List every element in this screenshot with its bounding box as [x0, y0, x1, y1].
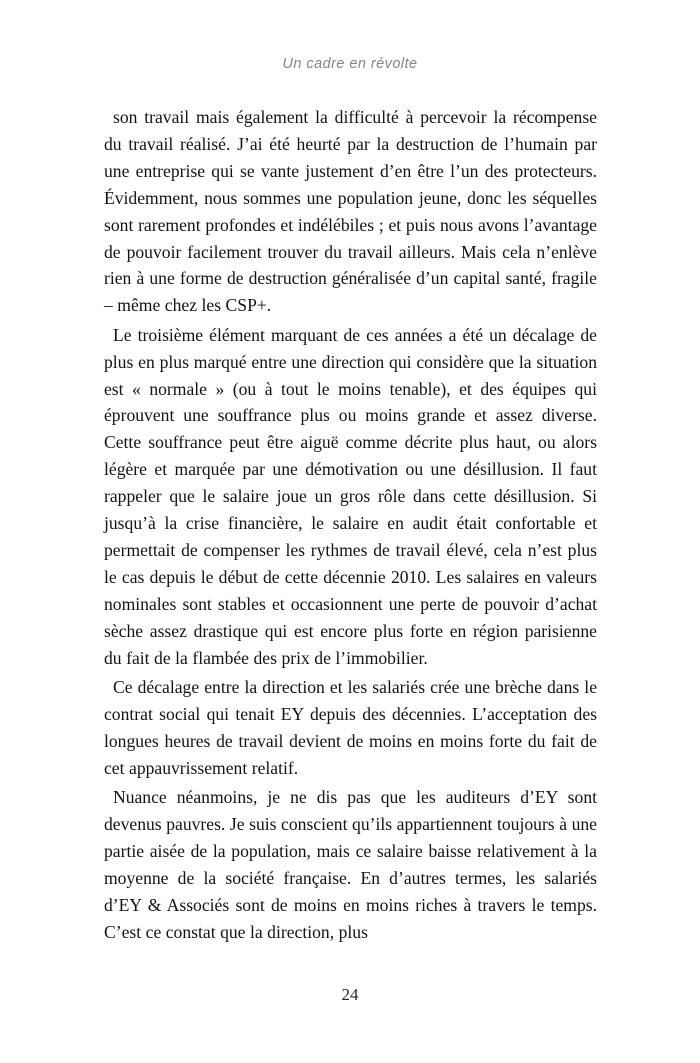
paragraph: Ce décalage entre la direction et les salariés crée une brèche dans le contrat social qui tenait EY depuis des décennies. L’acceptation des longues heures de travail devient de moins en moins forte du fait de cet appauvrissement relatif.: [104, 677, 597, 778]
page-number: 24: [341, 985, 359, 1004]
paragraph: son travail mais également la difficulté à percevoir la récompense du travail réalisé. J’ai été heurté par la destruction de l’humain par une entreprise qui se vante justement d’en être l’un des protecteurs. Évidemment, nous sommes une population jeune, donc les séquelles sont rarement profondes et indélébiles ; et puis nous avons l’avantage de pouvoir facilement trouver du travail ailleurs. Mais cela n’enlève rien à une forme de destruction généralisée d’un capital santé, fragile – même chez les CSP+.: [104, 107, 597, 316]
body-text-block: [104, 104, 597, 946]
paragraph: Le troisième élément marquant de ces années a été un décalage de plus en plus marqué entre une direction qui considère que la situation est « normale » (ou à tout le moins tenable), et des équipes qui éprouvent une souffrance plus ou moins grande et assez diverse. Cette souffrance peut être aiguë comme décrite plus haut, ou alors légère et marquée par une démotivation ou une désillusion. Il faut rappeler que le salaire joue un gros rôle dans cette désillusion. Si jusqu’à la crise financière, le salaire en audit était confortable et permettait de compenser les rythmes de travail élevé, cela n’est plus le cas depuis le début de cette décennie 2010. Les salaires en valeurs nominales sont stables et occasionnent une perte de pouvoir d’achat sèche assez drastique qui est encore plus forte en région parisienne du fait de la flambée des prix de l’immobilier.: [104, 324, 597, 668]
paragraph: Nuance néanmoins, je ne dis pas que les auditeurs d’EY sont devenus pauvres. Je suis conscient qu’ils appartiennent toujours à une partie aisée de la population, mais ce salaire baisse relativement à la moyenne de la société française. En d’autres termes, les salariés d’EY & Associés sont de moins en moins riches à travers le temps. C’est ce constat que la direction, plus: [104, 787, 597, 942]
running-header: Un cadre en révolte: [282, 56, 418, 72]
